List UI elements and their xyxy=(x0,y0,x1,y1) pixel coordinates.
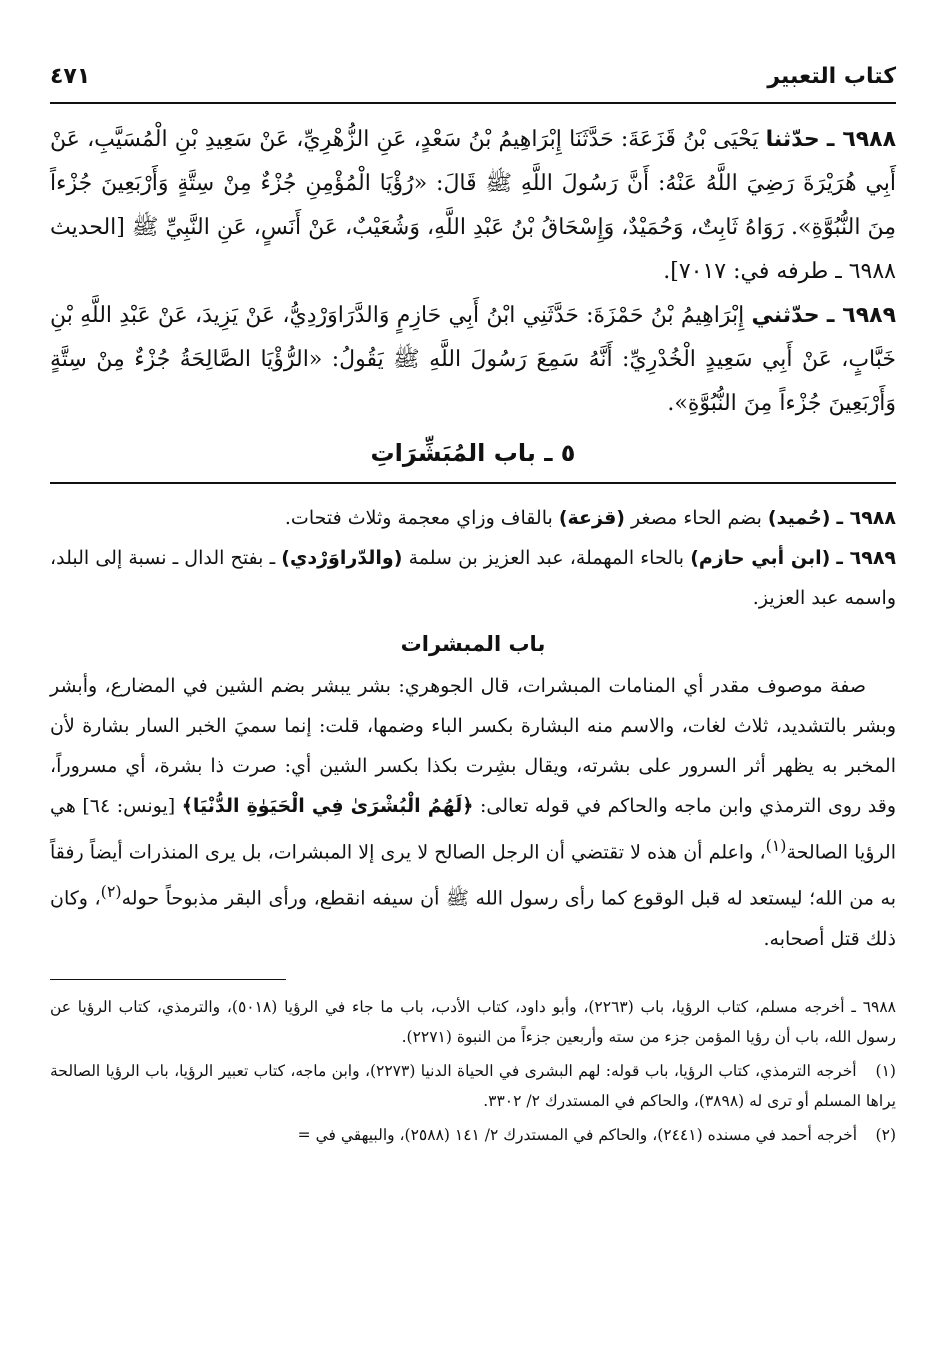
footnote-6988: ٦٩٨٨ ـ أخرجه مسلم، كتاب الرؤيا، باب (٢٢٦٣)، وأبو داود، كتاب الأدب، باب ما جاء في الرؤيا (٥٠١٨)، والترمذي، كتاب الرؤيا عن رسول الله، باب أن رؤيا المؤمن جزء من سته وأربعين جزءاً من النبوة (٢٢٧١). xyxy=(50,997,896,1046)
commentary xyxy=(50,498,896,959)
term: (ابن أبي حازم) xyxy=(690,547,831,569)
paragraph-text: [يونس: ٦٤] هي الرؤيا الصالحة xyxy=(50,795,896,864)
gloss: بالقاف وزاي معجمة وثلاث فتحات. xyxy=(284,507,553,529)
running-header xyxy=(50,58,896,104)
term: (والدّراوَرْدي) xyxy=(281,547,403,569)
footnote-text: أخرجه الترمذي، كتاب الرؤيا، باب قوله: لهم البشرى في الحياة الدنيا (٢٢٧٣)، وابن ماجه، كتاب تعبير الرؤيا، باب الرؤيا الصالحة يراها المسلم أو ترى له (٣٨٩٨)، والحاكم في المستدرك ٢/ ٣٣٠٢. xyxy=(50,1061,896,1110)
hadith-body: إِبْرَاهِيمُ بْنُ حَمْزَةَ: حَدَّثَنِي ابْنُ أَبِي حَازِمٍ وَالدَّرَاوَرْدِيُّ، عَنْ يَزِيدَ، عَنْ عَبْدِ اللَّهِ بْنِ خَبَّابٍ، عَنْ أَبِي سَعِيدٍ الْخُدْرِيِّ: أَنَّهُ سَمِعَ رَسُولَ اللَّهِ ﷺ يَقُولُ: «الرُّؤْيَا الصَّالِحَةُ جُزْءٌ مِنْ سِتَّةٍ وَأَرْبَعِينَ جُزْءاً مِنَ النُّبُوَّةِ». xyxy=(50,303,896,416)
hadith-6989 xyxy=(50,294,896,426)
chapter-heading: ٥ ـ باب المُبَشِّرَاتِ xyxy=(370,439,576,467)
footnote-text: أخرجه أحمد في مسنده (٢٤٤١)، والحاكم في المستدرك ٢/ ١٤١ (٢٥٨٨)، والبيهقي في = xyxy=(297,1125,858,1144)
footnotes xyxy=(50,992,896,1150)
footnote-ref-2[interactable]: (٢) xyxy=(100,882,122,902)
book-title: كتاب التعبير xyxy=(767,64,896,89)
hadith-lead: حدّثنا xyxy=(765,127,820,152)
commentary-paragraph xyxy=(50,666,896,959)
page-number: ٤٧١ xyxy=(50,64,91,89)
book-page xyxy=(50,58,896,1154)
footnote-ref-1[interactable]: (١) xyxy=(765,836,787,855)
hadith-number: ٦٩٨٩ ـ xyxy=(826,303,897,328)
footnote-1 xyxy=(50,1056,896,1116)
paragraph-text: ، وكان ذلك قتل أصحابه. xyxy=(50,887,896,950)
footnote-2 xyxy=(50,1120,896,1150)
hadith-6988 xyxy=(50,118,896,294)
commentary-number: ٦٩٨٨ ـ xyxy=(836,507,896,529)
quran-verse: ﴿لَهُمُ الْبُشْرَىٰ فِي الْحَيَوٰةِ الدُّنْيَا﴾ xyxy=(181,795,474,817)
commentary-number: ٦٩٨٩ ـ xyxy=(836,547,897,569)
hadith-lead: حدّثني xyxy=(751,303,820,328)
commentary-6988 xyxy=(50,498,896,538)
section-divider xyxy=(50,482,896,484)
footnote-marker: (٢) xyxy=(875,1125,896,1144)
hadith-number: ٦٩٨٨ ـ xyxy=(826,127,897,152)
gloss: بضم الحاء مصغر xyxy=(631,507,762,529)
hadith-body: يَحْيَى بْنُ قَزَعَةَ: حَدَّثَنَا إِبْرَاهِيمُ بْنُ سَعْدٍ، عَنِ الزُّهْرِيِّ، عَنْ سَعِيدِ بْنِ الْمُسَيَّبِ، عَنْ أَبِي هُرَيْرَةَ رَضِيَ اللَّهُ عَنْهُ: أَنَّ رَسُولَ اللَّهِ ﷺ قَالَ: «رُؤْيَا الْمُؤْمِنِ جُزْءٌ مِنْ سِتَّةٍ وَأَرْبَعِينَ جُزْءاً مِنَ النُّبُوَّةِ». رَوَاهُ ثَابِتٌ، وَحُمَيْدٌ، وَإِسْحَاقُ بْنُ عَبْدِ اللَّهِ، وَشُعَيْبٌ، عَنْ أَنَسٍ، عَنِ النَّبِيِّ ﷺ [الحديث ٦٩٨٨ ـ طرفه في: ٧٠١٧]. xyxy=(50,127,896,284)
hadith-text xyxy=(50,118,896,426)
commentary-heading: باب المبشرات xyxy=(400,632,546,656)
commentary-6989 xyxy=(50,538,896,618)
term: (قزعة) xyxy=(558,507,625,529)
footnote-divider xyxy=(50,979,286,980)
term: (حُميد) xyxy=(767,507,831,529)
gloss: ـ بفتح الدال ـ نسبة إلى البلد، واسمه عبد العزيز. xyxy=(50,547,896,609)
paragraph-text: ، واعلم أن هذه لا تقتضي أن الرجل الصالح لا يرى إلا المبشرات، بل يرى المنذرات أيضاً رفقاً به من الله؛ ليستعد له قبل الوقوع كما رأى رسول الله ﷺ أن سيفه انقطع، ورأى البقر مذبوحاً حوله xyxy=(50,841,896,910)
gloss: بالحاء المهملة، عبد العزيز بن سلمة xyxy=(408,547,685,569)
paragraph-text: صفة موصوف مقدر أي المنامات المبشرات، قال الجوهري: بشر يبشر بضم الشين في المضارع، وأبشر وبشر بالتشديد، ثلاث لغات، والاسم منه البشارة بكسر الباء وضمها، قلت: إنما سميَ الخبر السار بشارة لأن المخبر به يظهر أثر السرور على بشرته، ويقال بشِرت بكذا بكسر الشين أي: صرت ذا بشرة، أي مسروراً، وقد روى الترمذي وابن ماجه والحاكم في قوله تعالى: xyxy=(50,675,897,817)
footnote-marker: (١) xyxy=(875,1061,896,1080)
